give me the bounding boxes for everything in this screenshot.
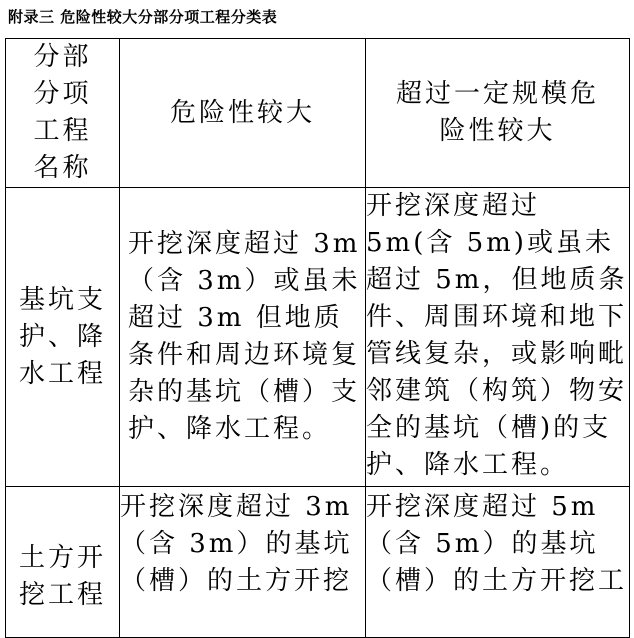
category-cell: 土方开挖工程 <box>6 487 120 638</box>
header-over-scale: 超过一定规模危险性较大 <box>366 39 630 188</box>
dangerous-cell: 开挖深度超过 3m（含 3m）的基坑（槽）的土方开挖 <box>120 487 366 638</box>
dangerous-cell: 开挖深度超过 3m（含 3m）或虽未超过 3m 但地质条件和周边环境复杂的基坑（槽）支护、降水工程。 <box>120 188 366 487</box>
table-header-row <box>6 39 630 188</box>
header-category: 分部分项工程名称 <box>6 39 120 188</box>
table-row <box>6 487 630 638</box>
header-dangerous: 危险性较大 <box>120 39 366 188</box>
classification-table <box>5 38 630 638</box>
table-row <box>6 188 630 487</box>
category-cell: 基坑支护、降水工程 <box>6 188 120 487</box>
table-caption: 附录三 危险性较大分部分项工程分类表 <box>8 8 278 26</box>
over-scale-cell: 开挖深度超过5m(含 5m)或虽未超过 5m，但地质条件、周围环境和地下管线复杂，或影响毗邻建筑（构筑）物安全的基坑（槽)的支护、降水工程。 <box>366 188 630 487</box>
over-scale-cell: 开挖深度超过 5m（含 5m）的基坑（槽）的土方开挖工 <box>366 487 630 638</box>
